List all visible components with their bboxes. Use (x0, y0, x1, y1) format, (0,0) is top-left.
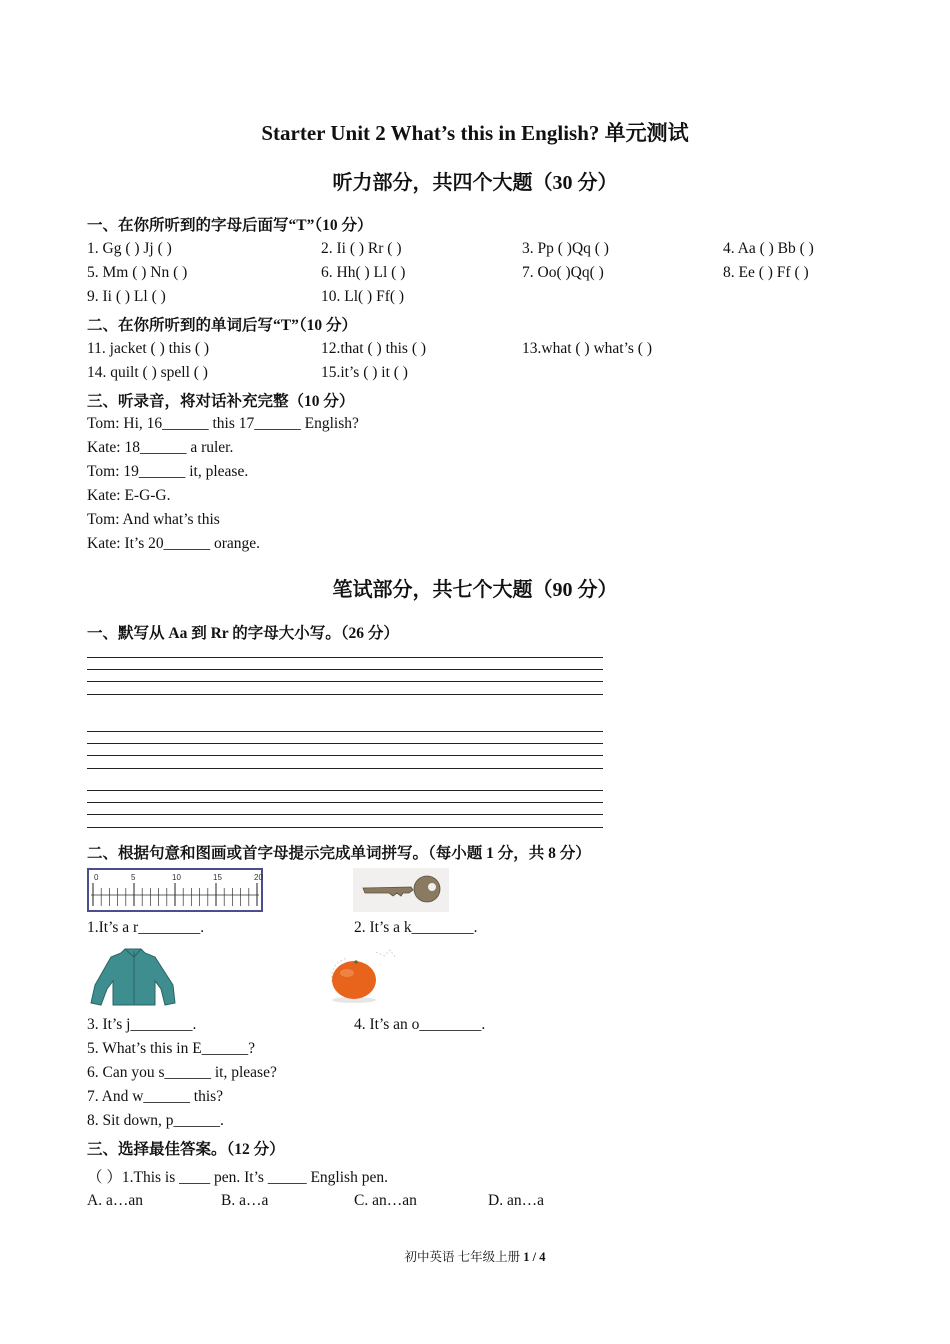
listening-section-2-heading: 二、在你所听到的单词后写“T”（10 分） (87, 317, 357, 334)
spelling-item: 1.It’s a r________. (87, 919, 205, 936)
listening-section-1-heading: 一、在你所听到的字母后面写“T”（10 分） (87, 217, 373, 234)
spelling-item: 7. And w______ this? (87, 1088, 224, 1105)
ruler-tick-label: 20 (254, 873, 263, 882)
writing-section-1-heading: 一、默写从 Aa 到 Rr 的字母大小写。（26 分） (87, 625, 399, 642)
choice-question: （ ）1.This is ____ pen. It’s _____ English pen. (87, 1169, 388, 1186)
question-item: 4. Aa ( ) Bb ( ) (723, 240, 814, 257)
question-item: 7. Oo( )Qq( ) (522, 264, 604, 281)
choice-option-c: C. an…an (354, 1192, 417, 1209)
question-item: 1. Gg ( ) Jj ( ) (87, 240, 172, 257)
writing-line (87, 755, 603, 756)
question-item: 11. jacket ( ) this ( ) (87, 340, 210, 357)
dialogue-line: Tom: Hi, 16______ this 17______ English? (87, 415, 359, 432)
ruler-tick-label: 5 (131, 873, 136, 882)
orange-picture (326, 946, 400, 1006)
ruler-tick-label: 15 (213, 873, 222, 882)
orange-fruit (332, 961, 376, 999)
spelling-item: 8. Sit down, p______. (87, 1112, 224, 1129)
spelling-item: 6. Can you s______ it, please? (87, 1064, 277, 1081)
writing-line (87, 681, 603, 682)
question-item: 13.what ( ) what’s ( ) (522, 340, 652, 357)
spelling-item: 2. It’s a k________. (354, 919, 478, 936)
key-picture (353, 868, 449, 912)
choice-option-d: D. an…a (488, 1192, 544, 1209)
writing-line (87, 768, 603, 769)
ruler-tick-label: 10 (172, 873, 181, 882)
writing-line (87, 790, 603, 791)
writing-line (87, 814, 603, 815)
listening-section-3-heading: 三、听录音，将对话补充完整（10 分） (87, 393, 355, 410)
spelling-item: 4. It’s an o________. (354, 1016, 486, 1033)
dialogue-line: Tom: 19______ it, please. (87, 463, 249, 480)
listening-heading: 听力部分，共四个大题（30 分） (332, 172, 618, 194)
writing-line (87, 743, 603, 744)
writing-line (87, 731, 603, 732)
writing-line (87, 802, 603, 803)
jacket-picture (89, 945, 177, 1009)
question-item: 2. Ii ( ) Rr ( ) (321, 240, 402, 257)
jacket-body (91, 949, 175, 1005)
choice-option-a: A. a…an (87, 1192, 143, 1209)
writing-line (87, 669, 603, 670)
ruler-tick-label: 0 (94, 873, 99, 882)
key-head (414, 876, 440, 902)
dialogue-line: Kate: 18______ a ruler. (87, 439, 234, 456)
orange-highlight (340, 969, 354, 977)
page-title: Starter Unit 2 What’s this in English? 单元测试 (261, 121, 689, 145)
dialogue-line: Kate: It’s 20______ orange. (87, 535, 261, 552)
spelling-item: 5. What’s this in E______? (87, 1040, 256, 1057)
orange-leaf-outline (376, 950, 396, 958)
question-item: 8. Ee ( ) Ff ( ) (723, 264, 809, 281)
question-item: 5. Mm ( ) Nn ( ) (87, 264, 188, 281)
page-footer (0, 1247, 950, 1265)
writing-line (87, 694, 603, 695)
question-item: 14. quilt ( ) spell ( ) (87, 364, 208, 381)
ruler-picture (87, 868, 263, 912)
page-number: 1 / 4 (523, 1250, 546, 1264)
question-item: 6. Hh( ) Ll ( ) (321, 264, 406, 281)
footer-text: 初中英语 七年级上册 (404, 1250, 524, 1264)
choice-option-b: B. a…a (221, 1192, 269, 1209)
writing-line (87, 827, 603, 828)
question-item: 9. Ii ( ) Ll ( ) (87, 288, 166, 305)
writing-section-2-heading: 二、根据句意和图画或首字母提示完成单词拼写。（每小题 1 分，共 8 分） (87, 845, 591, 862)
question-item: 15.it’s ( ) it ( ) (321, 364, 408, 381)
dialogue-line: Kate: E-G-G. (87, 487, 171, 504)
dialogue-line: Tom: And what’s this (87, 511, 220, 528)
spelling-item: 3. It’s j________. (87, 1016, 197, 1033)
key-hole (428, 883, 436, 891)
question-item: 3. Pp ( )Qq ( ) (522, 240, 609, 257)
writing-section-3-heading: 三、选择最佳答案。（12 分） (87, 1141, 285, 1158)
question-item: 12.that ( ) this ( ) (321, 340, 427, 357)
writing-heading: 笔试部分，共七个大题（90 分） (332, 579, 618, 601)
writing-line (87, 657, 603, 658)
question-item: 10. Ll( ) Ff( ) (321, 288, 405, 305)
orange-stem (354, 960, 357, 963)
